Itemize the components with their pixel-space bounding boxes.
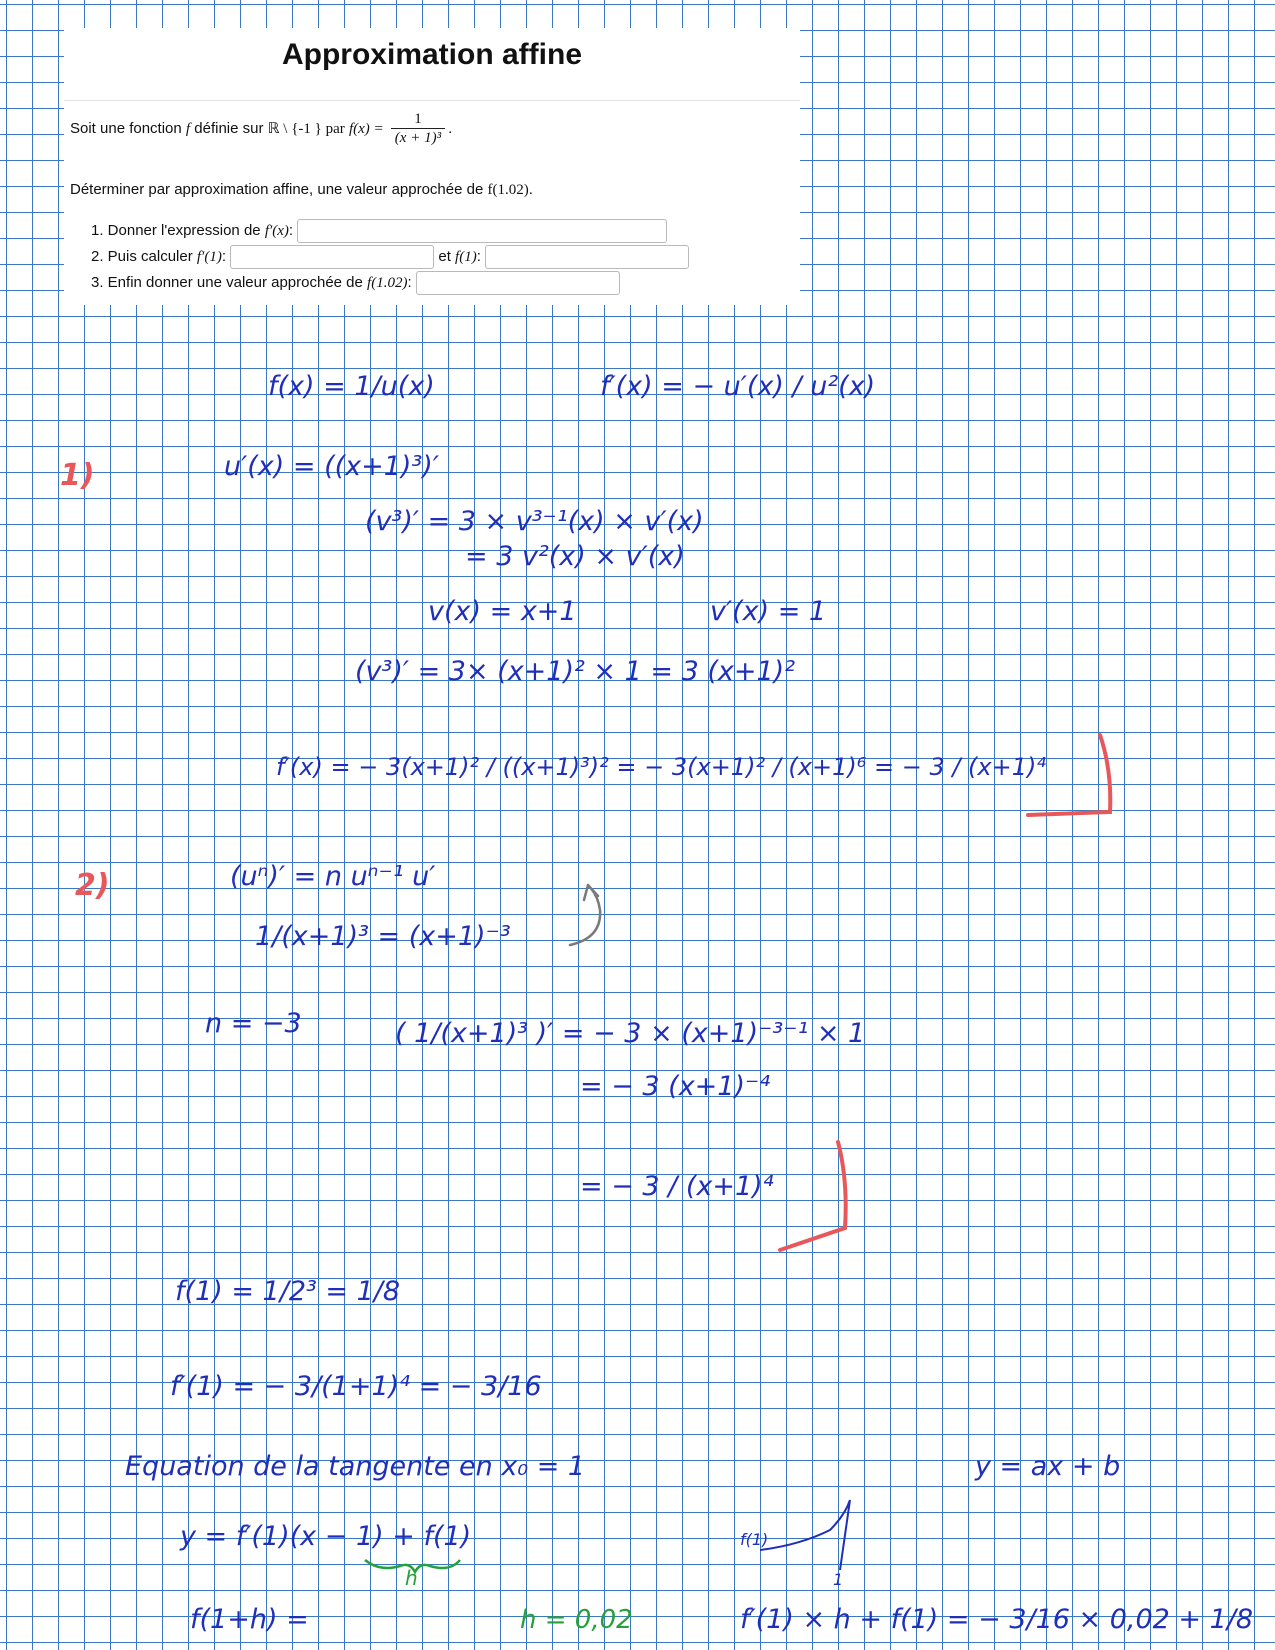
sketch-f1-label: f(1)	[740, 1530, 769, 1549]
task-value: f(1.02)	[487, 182, 529, 198]
tangent-sketch	[760, 1500, 850, 1570]
colon: :	[221, 247, 227, 265]
note-v3-result: (v³)′ = 3× (x+1)² × 1 = 3 (x+1)²	[355, 656, 796, 687]
gray-arrow	[570, 885, 600, 945]
note-negative-exponent: 1/(x+1)³ = (x+1)⁻³	[255, 921, 511, 952]
note-approximation: f′(1) × h + f(1) = − 3/16 × 0,02 + 1/8	[740, 1604, 1254, 1635]
statement-domain: ℝ \ {-1 } par	[267, 120, 345, 137]
marker-part-2: 2)	[75, 868, 110, 903]
task-suffix: .	[528, 181, 533, 198]
question-3-math: f(1.02)	[367, 274, 408, 291]
note-v-prime: v′(x) = 1	[710, 596, 827, 627]
statement-f: f	[185, 120, 191, 137]
statement-line: Soit une fonction f définie sur ℝ \ {-1 } par f(x) = $\frac{1}{\text{(x + 1)³}}$ .	[70, 111, 453, 146]
note-f-prime-formula: f′(x) = − u′(x) / u²(x)	[600, 371, 876, 402]
note-f-prime-1: f′(1) = − 3/(1+1)⁴ = − 3/16	[170, 1371, 542, 1402]
note-v3-simplified: = 3 v²(x) × v′(x)	[465, 541, 685, 572]
note-derivative-step: ( 1/(x+1)³ )′ = − 3 × (x+1)⁻³⁻¹ × 1	[395, 1018, 866, 1049]
note-n-value: n = −3	[205, 1008, 302, 1039]
task-prefix: Déterminer par approximation affine, une valeur approchée de	[70, 181, 484, 198]
note-u-prime: u′(x) = ((x+1)³)′	[224, 451, 439, 482]
note-f-prime-result: f′(x) = − 3(x+1)² / ((x+1)³)² = − 3(x+1)² / (x+1)⁶ = − 3 / (x+1)⁴	[276, 753, 1046, 781]
note-affine-form: y = ax + b	[975, 1451, 1121, 1482]
note-f-1: f(1) = 1/2³ = 1/8	[175, 1276, 401, 1307]
question-3-label: 3. Enfin donner une valeur approchée de	[91, 273, 363, 291]
colon: :	[476, 247, 481, 265]
note-tangent-title: Equation de la tangente en x₀ = 1	[125, 1451, 586, 1482]
colon: :	[407, 273, 412, 291]
note-h-label: h	[405, 1566, 418, 1590]
sketch-1-label: 1	[833, 1570, 844, 1589]
note-power-rule: (uⁿ)′ = n uⁿ⁻¹ u′	[230, 861, 436, 892]
question-2-math2: f(1)	[455, 248, 477, 265]
note-f-def: f(x) = 1/u(x)	[268, 371, 435, 402]
note-v3-derivative: (v³)′ = 3 × v³⁻¹(x) × v′(x)	[365, 506, 704, 537]
note-derivative-final: = − 3 / (x+1)⁴	[580, 1171, 774, 1202]
note-v-def: v(x) = x+1	[428, 596, 577, 627]
note-tangent-equation: y = f′(1)(x − 1) + f(1)	[180, 1521, 472, 1552]
statement-fx: f(x) =	[348, 120, 384, 137]
question-1-label: 1. Donner l'expression de	[91, 221, 261, 239]
note-h-value: h = 0,02	[520, 1605, 633, 1635]
question-1-math: f′(x)	[264, 222, 289, 239]
marker-part-1: 1)	[60, 458, 95, 493]
question-2-et: et	[438, 247, 451, 265]
question-2-math: f′(1)	[196, 248, 222, 265]
fraction-denominator: (x + 1)³	[391, 128, 445, 147]
note-derivative-step2: = − 3 (x+1)⁻⁴	[580, 1071, 771, 1102]
statement-prefix: Soit une fonction	[70, 119, 182, 137]
statement-mid: définie sur	[194, 119, 264, 137]
note-f-1-plus-h: f(1+h) =	[190, 1604, 309, 1635]
question-2-label: 2. Puis calculer	[91, 247, 193, 265]
fraction-numerator: 1	[414, 111, 422, 127]
colon: :	[288, 221, 294, 239]
result-box-mark-2	[780, 1142, 846, 1250]
exercise-title: Approximation affine	[281, 38, 582, 71]
